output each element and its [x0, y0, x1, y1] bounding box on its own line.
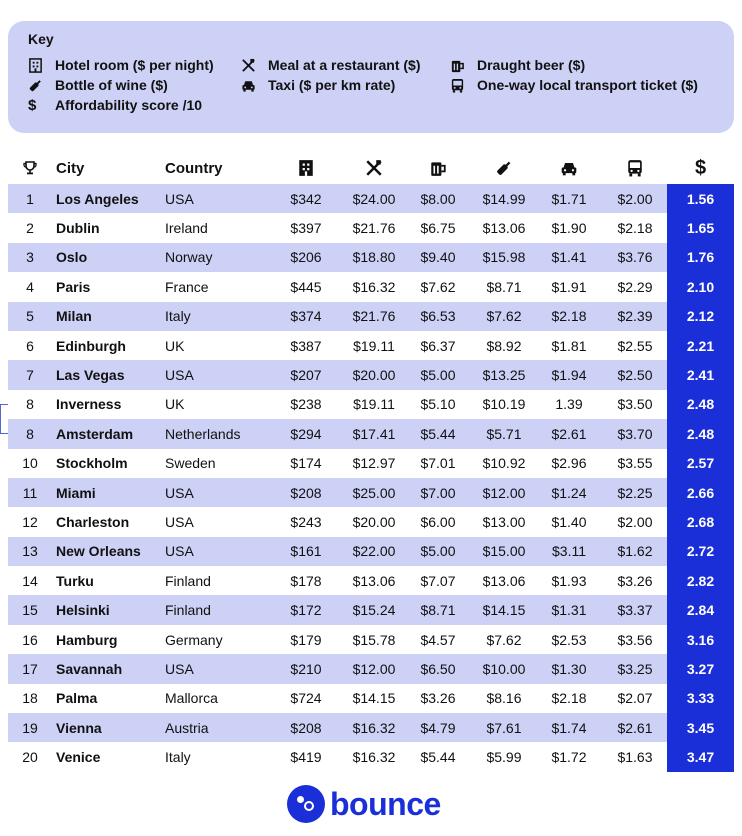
transport-price-cell: $1.62: [617, 543, 653, 560]
rank-cell: 10: [22, 455, 38, 472]
table-row: [8, 331, 734, 360]
key-label: Hotel room ($ per night): [55, 57, 214, 73]
hotel-price-cell: $342: [290, 190, 322, 207]
rank-cell: 15: [22, 602, 38, 619]
fork-knife-icon: [241, 57, 265, 73]
bounce-logo-icon: [287, 785, 325, 823]
hotel-price-cell: $724: [290, 690, 322, 707]
taxi-rate-cell: $2.96: [551, 455, 587, 472]
hotel-price-cell: $445: [290, 278, 322, 295]
table-row: [8, 302, 734, 331]
table-row: [8, 184, 734, 213]
taxi-rate-cell: $1.94: [551, 367, 587, 384]
table-row: [8, 713, 734, 742]
wine-price-cell: $15.98: [482, 249, 526, 266]
table-body: [8, 184, 734, 772]
hotel-price-cell: $161: [290, 543, 322, 560]
taxi-rate-cell: $1.40: [551, 513, 587, 530]
beer-price-cell: $6.75: [420, 220, 456, 237]
wine-price-cell: $13.25: [482, 367, 526, 384]
rank-cell: 8: [26, 425, 34, 442]
score-cell: 2.72: [667, 537, 734, 566]
meal-price-cell: $16.32: [352, 749, 396, 766]
table-row: [8, 742, 734, 771]
country-cell: Italy: [165, 749, 191, 766]
beer-price-cell: $5.10: [420, 396, 456, 413]
taxi-rate-cell: $1.81: [551, 337, 587, 354]
hotel-price-cell: $178: [290, 572, 322, 589]
taxi-rate-cell: $1.90: [551, 220, 587, 237]
wine-price-cell: $7.62: [486, 308, 522, 325]
hotel-price-cell: $419: [290, 749, 322, 766]
table-row: [8, 595, 734, 624]
wine-price-cell: $12.00: [482, 484, 526, 501]
key-item-taxi: [241, 77, 395, 93]
wine-price-cell: $13.06: [482, 220, 526, 237]
hotel-price-cell: $172: [290, 602, 322, 619]
wine-bottle-icon: [472, 152, 536, 184]
country-cell: France: [165, 278, 209, 295]
rank-cell: 4: [26, 278, 34, 295]
header-city: City: [56, 159, 85, 177]
beer-price-cell: $6.00: [420, 513, 456, 530]
hotel-price-cell: $238: [290, 396, 322, 413]
hotel-price-cell: $397: [290, 220, 322, 237]
hotel-price-cell: $294: [290, 425, 322, 442]
meal-price-cell: $17.41: [352, 425, 396, 442]
table-row: [8, 449, 734, 478]
transport-price-cell: $3.55: [617, 455, 653, 472]
city-cell: Vienna: [56, 719, 102, 736]
taxi-rate-cell: 1.39: [555, 396, 583, 413]
taxi-rate-cell: $3.11: [552, 543, 586, 560]
wine-price-cell: $14.15: [482, 602, 526, 619]
score-cell: 2.48: [667, 390, 734, 419]
taxi-icon: [542, 152, 596, 184]
brand-name: bounce: [330, 785, 441, 822]
meal-price-cell: $16.32: [352, 278, 396, 295]
country-cell: Finland: [165, 602, 211, 619]
rank-cell: 8: [26, 396, 34, 413]
taxi-rate-cell: $2.53: [551, 631, 587, 648]
score-cell: 2.41: [667, 360, 734, 389]
ranking-table: [8, 152, 734, 772]
meal-price-cell: $20.00: [352, 367, 396, 384]
key-item-beer: [450, 57, 585, 73]
country-cell: Germany: [165, 631, 223, 648]
taxi-rate-cell: $1.74: [551, 719, 587, 736]
meal-price-cell: $19.11: [353, 396, 395, 413]
bus-icon: [450, 77, 474, 93]
hotel-price-cell: $179: [290, 631, 322, 648]
beer-price-cell: $8.71: [420, 602, 456, 619]
score-cell: 2.12: [667, 302, 734, 331]
transport-price-cell: $2.18: [617, 220, 653, 237]
beer-price-cell: $8.00: [420, 190, 456, 207]
beer-price-cell: $4.57: [420, 631, 456, 648]
table-row: [8, 360, 734, 389]
city-cell: Venice: [56, 749, 101, 766]
city-cell: Oslo: [56, 249, 88, 266]
meal-price-cell: $20.00: [352, 513, 396, 530]
wine-price-cell: $10.19: [482, 396, 526, 413]
wine-price-cell: $14.99: [482, 190, 526, 207]
hotel-price-cell: $174: [290, 455, 322, 472]
city-cell: Dublin: [56, 220, 100, 237]
wine-price-cell: $10.00: [482, 660, 526, 677]
table-row: [8, 243, 734, 272]
country-cell: Austria: [165, 719, 209, 736]
tie-bracket: [0, 404, 8, 434]
rank-cell: 19: [22, 719, 38, 736]
score-cell: 3.16: [667, 625, 734, 654]
key-label: Meal at a restaurant ($): [268, 57, 421, 73]
table-row: [8, 566, 734, 595]
hotel-price-cell: $243: [290, 513, 322, 530]
transport-price-cell: $3.76: [617, 249, 653, 266]
beer-price-cell: $6.37: [420, 337, 456, 354]
country-cell: USA: [165, 484, 194, 501]
beer-price-cell: $3.26: [420, 690, 456, 707]
taxi-rate-cell: $1.31: [551, 602, 587, 619]
meal-price-cell: $15.78: [352, 631, 396, 648]
key-title: Key: [28, 31, 54, 47]
wine-price-cell: $13.00: [482, 513, 526, 530]
score-cell: 2.82: [667, 566, 734, 595]
rank-cell: 17: [22, 660, 38, 677]
score-cell: 2.48: [667, 419, 734, 448]
hotel-icon: [278, 152, 334, 184]
meal-price-cell: $15.24: [352, 602, 396, 619]
country-cell: Mallorca: [165, 690, 218, 707]
score-cell: 1.76: [667, 243, 734, 272]
key-label: One-way local transport ticket ($): [477, 77, 698, 93]
city-cell: Stockholm: [56, 455, 128, 472]
taxi-rate-cell: $1.93: [551, 572, 587, 589]
key-label: Affordability score /10: [55, 97, 203, 113]
country-cell: USA: [165, 513, 194, 530]
taxi-rate-cell: $1.91: [551, 278, 587, 295]
wine-price-cell: $8.92: [486, 337, 522, 354]
hotel-price-cell: $208: [290, 484, 322, 501]
beer-mug-icon: [450, 57, 474, 73]
city-cell: Paris: [56, 278, 91, 295]
dollar-icon: $: [28, 96, 37, 114]
taxi-rate-cell: $2.61: [551, 425, 587, 442]
beer-price-cell: $5.44: [420, 749, 456, 766]
beer-price-cell: $5.44: [420, 425, 456, 442]
transport-price-cell: $2.50: [617, 367, 653, 384]
city-cell: Helsinki: [56, 602, 110, 619]
country-cell: USA: [165, 660, 194, 677]
bounce-logo: [287, 784, 441, 824]
table-row: [8, 507, 734, 536]
beer-price-cell: $6.50: [420, 660, 456, 677]
beer-price-cell: $5.00: [420, 543, 456, 560]
score-cell: 2.66: [667, 478, 734, 507]
wine-price-cell: $7.61: [486, 719, 522, 736]
score-cell: 3.47: [667, 742, 734, 771]
taxi-rate-cell: $1.41: [551, 249, 587, 266]
transport-price-cell: $2.61: [617, 719, 653, 736]
rank-cell: 1: [26, 190, 34, 207]
rank-cell: 7: [26, 367, 34, 384]
country-cell: UK: [165, 337, 185, 354]
table-row: [8, 478, 734, 507]
country-cell: Sweden: [165, 455, 216, 472]
meal-price-cell: $16.32: [352, 719, 396, 736]
wine-price-cell: $7.62: [486, 631, 522, 648]
beer-price-cell: $7.01: [420, 455, 456, 472]
transport-price-cell: $3.25: [617, 660, 653, 677]
taxi-rate-cell: $2.18: [551, 690, 587, 707]
hotel-price-cell: $208: [290, 719, 322, 736]
wine-price-cell: $8.71: [486, 278, 522, 295]
transport-price-cell: $3.26: [617, 572, 653, 589]
rank-cell: 16: [22, 631, 38, 648]
key-label: Taxi ($ per km rate): [268, 77, 396, 93]
rank-cell: 6: [26, 337, 34, 354]
taxi-rate-cell: $1.30: [551, 660, 587, 677]
transport-price-cell: $2.29: [617, 278, 653, 295]
hotel-icon: [28, 57, 52, 73]
country-cell: USA: [165, 190, 194, 207]
rank-cell: 18: [22, 690, 38, 707]
table-row: [8, 625, 734, 654]
city-cell: Miami: [56, 484, 96, 501]
hotel-price-cell: $374: [290, 308, 322, 325]
rank-cell: 11: [22, 484, 38, 501]
country-cell: Finland: [165, 572, 211, 589]
city-cell: Los Angeles: [56, 190, 139, 207]
meal-price-cell: $22.00: [352, 543, 396, 560]
city-cell: Hamburg: [56, 631, 118, 648]
rank-cell: 14: [22, 572, 38, 589]
bus-icon: [604, 152, 666, 184]
score-cell: 2.21: [667, 331, 734, 360]
meal-price-cell: $21.76: [352, 308, 396, 325]
city-cell: Milan: [56, 308, 92, 325]
hotel-price-cell: $207: [290, 367, 322, 384]
rank-cell: 3: [26, 249, 34, 266]
meal-price-cell: $24.00: [352, 190, 396, 207]
score-cell: 2.84: [667, 595, 734, 624]
score-cell: 3.33: [667, 684, 734, 713]
table-row: [8, 272, 734, 301]
score-cell: 1.65: [667, 213, 734, 242]
taxi-rate-cell: $1.24: [551, 484, 587, 501]
taxi-rate-cell: $1.72: [551, 749, 587, 766]
fork-knife-icon: [342, 152, 406, 184]
city-cell: Inverness: [56, 396, 122, 413]
beer-price-cell: $7.07: [420, 572, 456, 589]
wine-price-cell: $13.06: [482, 572, 526, 589]
meal-price-cell: $13.06: [352, 572, 396, 589]
beer-price-cell: $6.53: [420, 308, 456, 325]
wine-bottle-icon: [28, 77, 52, 93]
taxi-rate-cell: $1.71: [551, 190, 587, 207]
meal-price-cell: $12.00: [352, 660, 396, 677]
key-panel: [8, 21, 734, 133]
city-cell: Charleston: [56, 513, 130, 530]
meal-price-cell: $14.15: [352, 690, 396, 707]
beer-price-cell: $4.79: [420, 719, 456, 736]
country-cell: USA: [165, 367, 194, 384]
key-item-meal: [241, 57, 421, 73]
taxi-rate-cell: $2.18: [551, 308, 587, 325]
score-cell: 1.56: [667, 184, 734, 213]
meal-price-cell: $18.80: [352, 249, 396, 266]
rank-cell: 20: [22, 749, 38, 766]
country-cell: Netherlands: [165, 425, 241, 442]
city-cell: Savannah: [56, 660, 123, 677]
transport-price-cell: $2.00: [617, 190, 653, 207]
score-cell: 2.68: [667, 507, 734, 536]
score-cell: 3.45: [667, 713, 734, 742]
country-cell: Norway: [165, 249, 213, 266]
beer-price-cell: $9.40: [420, 249, 456, 266]
wine-price-cell: $8.16: [486, 690, 522, 707]
country-cell: Italy: [165, 308, 191, 325]
country-cell: UK: [165, 396, 185, 413]
transport-price-cell: $3.70: [617, 425, 653, 442]
transport-price-cell: $2.55: [617, 337, 653, 354]
rank-cell: 12: [22, 513, 38, 530]
key-item-wine: [28, 77, 168, 93]
score-cell: 2.10: [667, 272, 734, 301]
table-row: [8, 390, 734, 419]
country-cell: Ireland: [165, 220, 208, 237]
header-score: $: [694, 156, 707, 179]
key-label: Bottle of wine ($): [55, 77, 168, 93]
rank-cell: 2: [26, 220, 34, 237]
meal-price-cell: $12.97: [352, 455, 396, 472]
beer-price-cell: $7.62: [420, 278, 456, 295]
key-item-hotel: [28, 57, 214, 73]
rank-cell: 5: [26, 308, 34, 325]
transport-price-cell: $2.25: [617, 484, 653, 501]
hotel-price-cell: $387: [290, 337, 322, 354]
city-cell: Las Vegas: [56, 367, 125, 384]
meal-price-cell: $25.00: [352, 484, 396, 501]
table-row: [8, 213, 734, 242]
trophy-icon: [8, 152, 52, 184]
taxi-icon: [241, 77, 265, 93]
rank-cell: 13: [22, 543, 38, 560]
city-cell: Edinburgh: [56, 337, 126, 354]
wine-price-cell: $15.00: [482, 543, 526, 560]
score-cell: 3.27: [667, 654, 734, 683]
beer-price-cell: $7.00: [420, 484, 456, 501]
table-header: [8, 152, 734, 184]
wine-price-cell: $10.92: [482, 455, 526, 472]
table-row: [8, 537, 734, 566]
city-cell: Palma: [56, 690, 98, 707]
key-label: Draught beer ($): [477, 57, 586, 73]
key-item-score: [28, 97, 202, 113]
transport-price-cell: $3.37: [617, 602, 653, 619]
table-row: [8, 654, 734, 683]
transport-price-cell: $3.50: [617, 396, 653, 413]
transport-price-cell: $3.56: [617, 631, 653, 648]
table-row: [8, 684, 734, 713]
meal-price-cell: $19.11: [353, 337, 395, 354]
city-cell: New Orleans: [56, 543, 141, 560]
score-cell: 2.57: [667, 449, 734, 478]
key-item-transport: [450, 77, 698, 93]
transport-price-cell: $2.39: [617, 308, 653, 325]
city-cell: Turku: [56, 572, 94, 589]
transport-price-cell: $1.63: [617, 749, 653, 766]
hotel-price-cell: $210: [290, 660, 322, 677]
header-country: Country: [165, 159, 223, 177]
beer-price-cell: $5.00: [420, 367, 456, 384]
table-row: [8, 419, 734, 448]
country-cell: USA: [165, 543, 194, 560]
hotel-price-cell: $206: [290, 249, 322, 266]
meal-price-cell: $21.76: [352, 220, 396, 237]
city-cell: Amsterdam: [56, 425, 134, 442]
transport-price-cell: $2.00: [617, 513, 653, 530]
beer-mug-icon: [409, 152, 467, 184]
wine-price-cell: $5.71: [486, 425, 522, 442]
transport-price-cell: $2.07: [617, 690, 653, 707]
wine-price-cell: $5.99: [486, 749, 522, 766]
